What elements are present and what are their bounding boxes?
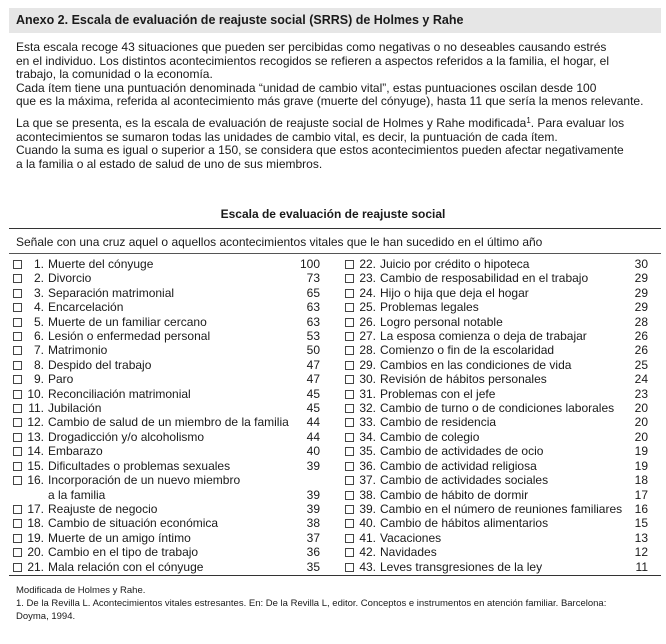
scale-item bbox=[345, 459, 648, 473]
scale-item bbox=[345, 300, 648, 314]
item-score: 37 bbox=[306, 530, 320, 545]
item-label: Mala relación con el cónyuge bbox=[48, 559, 204, 574]
item-number: 24. bbox=[359, 285, 376, 300]
scale-item bbox=[345, 387, 648, 401]
item-checkbox[interactable] bbox=[345, 491, 354, 500]
scale-item bbox=[345, 372, 648, 386]
item-label: Cambio de hábitos alimentarios bbox=[380, 516, 549, 531]
item-label: Embarazo bbox=[48, 444, 103, 459]
scale-item bbox=[345, 473, 648, 487]
item-score: 16 bbox=[634, 501, 648, 516]
item-number: 33. bbox=[359, 415, 376, 430]
scale-item bbox=[13, 315, 320, 329]
item-score: 19 bbox=[634, 444, 648, 459]
item-score: 24 bbox=[634, 372, 648, 387]
item-number: 18. bbox=[27, 516, 44, 531]
footnote-reference: 1. De la Revilla L. Acontecimientos vitales estresantes. En: De la Revilla L, editor. Conceptos e instrumentos en atención familiar. Barcelona: bbox=[16, 598, 607, 609]
item-label: Cambio de salud de un miembro de la familia bbox=[48, 415, 289, 430]
item-checkbox[interactable] bbox=[13, 289, 22, 298]
item-checkbox[interactable] bbox=[13, 433, 22, 442]
item-number: 15. bbox=[27, 458, 44, 473]
item-checkbox[interactable] bbox=[13, 404, 22, 413]
item-label: Cambio de turno o de condiciones laborales bbox=[380, 401, 615, 416]
item-score: 13 bbox=[634, 530, 648, 545]
item-score: 23 bbox=[634, 386, 648, 401]
item-checkbox[interactable] bbox=[345, 303, 354, 312]
item-score: 29 bbox=[634, 300, 648, 315]
item-number: 29. bbox=[359, 357, 376, 372]
item-label: Hijo o hija que deja el hogar bbox=[380, 285, 529, 300]
intro-text bbox=[16, 41, 656, 171]
item-score: 39 bbox=[306, 487, 320, 502]
item-label: Lesión o enfermedad personal bbox=[48, 329, 211, 344]
item-score: 38 bbox=[306, 516, 320, 531]
item-number: 1. bbox=[33, 257, 44, 271]
footnote-reference-cont: Doyma, 1994. bbox=[16, 611, 76, 622]
item-label: La esposa comienza o deja de trabajar bbox=[380, 329, 587, 344]
item-number: 42. bbox=[359, 545, 376, 560]
item-number: 7. bbox=[33, 343, 44, 358]
item-number: 17. bbox=[27, 501, 44, 516]
item-score: 50 bbox=[306, 343, 320, 358]
item-score: 19 bbox=[634, 458, 648, 473]
item-checkbox[interactable] bbox=[13, 303, 22, 312]
item-checkbox[interactable] bbox=[345, 404, 354, 413]
item-label: Reajuste de negocio bbox=[48, 501, 158, 516]
scale-item bbox=[345, 329, 648, 343]
item-number: 37. bbox=[359, 473, 376, 488]
item-checkbox[interactable] bbox=[345, 462, 354, 471]
intro-paragraph-2-start: La que se presenta, es la escala de evaluación de reajuste social de Holmes y Rahe modificada bbox=[16, 115, 527, 130]
item-score: 47 bbox=[306, 372, 320, 387]
scale-item bbox=[13, 444, 320, 458]
item-label: Cambio de actividad religiosa bbox=[380, 458, 537, 473]
table-instruction: Señale con una cruz aquel o aquellos acontecimientos vitales que le han sucedido en el último año bbox=[16, 235, 543, 249]
scale-item bbox=[13, 300, 320, 314]
item-number: 6. bbox=[33, 329, 44, 344]
scale-item bbox=[13, 358, 320, 372]
item-label: Logro personal notable bbox=[380, 314, 503, 329]
items-column-right bbox=[345, 257, 648, 574]
item-checkbox[interactable] bbox=[13, 332, 22, 341]
item-score: 63 bbox=[306, 314, 320, 329]
item-score: 44 bbox=[306, 429, 320, 444]
scale-item bbox=[13, 502, 320, 516]
item-label: Paro bbox=[48, 372, 74, 387]
item-score: 17 bbox=[634, 487, 648, 502]
item-checkbox[interactable] bbox=[13, 462, 22, 471]
item-label: Vacaciones bbox=[380, 530, 442, 545]
scale-item bbox=[13, 516, 320, 530]
item-checkbox[interactable] bbox=[345, 534, 354, 543]
item-score: 65 bbox=[306, 285, 320, 300]
item-number: 23. bbox=[359, 271, 376, 286]
scale-item bbox=[13, 531, 320, 545]
item-number: 5. bbox=[33, 314, 44, 329]
item-checkbox[interactable] bbox=[13, 274, 22, 283]
item-number: 8. bbox=[33, 357, 44, 372]
item-checkbox[interactable] bbox=[13, 534, 22, 543]
item-label: Muerte del cónyuge bbox=[48, 257, 154, 271]
scale-item bbox=[345, 545, 648, 559]
item-score: 11 bbox=[635, 559, 648, 574]
item-score: 25 bbox=[634, 357, 648, 372]
item-score: 20 bbox=[634, 415, 648, 430]
item-checkbox[interactable] bbox=[13, 361, 22, 370]
item-score: 39 bbox=[306, 458, 320, 473]
item-label: Separación matrimonial bbox=[48, 285, 175, 300]
item-label: Leves transgresiones de la ley bbox=[380, 559, 543, 574]
scale-item bbox=[345, 560, 648, 574]
item-score: 18 bbox=[634, 473, 648, 488]
scale-item bbox=[13, 387, 320, 401]
scale-item bbox=[345, 430, 648, 444]
item-number: 32. bbox=[359, 401, 376, 416]
item-number: 34. bbox=[359, 429, 376, 444]
scale-item bbox=[345, 271, 648, 285]
item-label: Muerte de un amigo íntimo bbox=[48, 530, 191, 545]
scale-item bbox=[345, 343, 648, 357]
item-label: Cambio de resposabilidad en el trabajo bbox=[380, 271, 589, 286]
item-number: 19. bbox=[27, 530, 44, 545]
item-checkbox[interactable] bbox=[13, 390, 22, 399]
item-label: Muerte de un familiar cercano bbox=[48, 314, 207, 329]
item-checkbox[interactable] bbox=[345, 346, 354, 355]
annex-title: Anexo 2. Escala de evaluación de reajuste social (SRRS) de Holmes y Rahe bbox=[9, 8, 661, 33]
item-number: 3. bbox=[33, 285, 44, 300]
item-score: 40 bbox=[306, 444, 320, 459]
item-label: Comienzo o fin de la escolaridad bbox=[380, 343, 555, 358]
item-label: Cambio en el número de reuniones familiares bbox=[380, 501, 622, 516]
item-number: 35. bbox=[359, 444, 376, 459]
scale-item bbox=[345, 531, 648, 545]
scale-item bbox=[345, 444, 648, 458]
item-score: 20 bbox=[634, 401, 648, 416]
item-score: 20 bbox=[634, 429, 648, 444]
item-score: 100 bbox=[299, 257, 320, 271]
item-label: a la familia bbox=[48, 487, 106, 502]
item-checkbox[interactable] bbox=[345, 332, 354, 341]
item-label: Cambio de actividades sociales bbox=[380, 473, 549, 488]
scale-item bbox=[13, 271, 320, 285]
item-checkbox[interactable] bbox=[345, 505, 354, 514]
item-checkbox[interactable] bbox=[345, 375, 354, 384]
item-score: 29 bbox=[634, 271, 648, 286]
item-checkbox[interactable] bbox=[345, 361, 354, 370]
item-label: Cambios en las condiciones de vida bbox=[380, 357, 572, 372]
item-label: Cambio de residencia bbox=[380, 415, 497, 430]
item-checkbox[interactable] bbox=[345, 260, 354, 269]
table-title: Escala de evaluación de reajuste social bbox=[220, 207, 446, 221]
scale-item bbox=[345, 401, 648, 415]
item-number: 10. bbox=[27, 386, 44, 401]
item-number: 16. bbox=[27, 473, 44, 488]
item-checkbox[interactable] bbox=[345, 390, 354, 399]
item-score: 39 bbox=[306, 501, 320, 516]
item-label: Juicio por crédito o hipoteca bbox=[380, 257, 530, 271]
item-number: 14. bbox=[27, 444, 44, 459]
item-checkbox[interactable] bbox=[345, 548, 354, 557]
table-divider bbox=[9, 253, 661, 254]
item-number: 40. bbox=[359, 516, 376, 531]
item-checkbox[interactable] bbox=[13, 505, 22, 514]
scale-item bbox=[13, 401, 320, 415]
scale-item bbox=[13, 415, 320, 429]
item-checkbox[interactable] bbox=[13, 318, 22, 327]
item-score: 45 bbox=[306, 386, 320, 401]
scale-item bbox=[345, 415, 648, 429]
item-number: 9. bbox=[33, 372, 44, 387]
scale-item bbox=[345, 286, 648, 300]
item-label: Matrimonio bbox=[48, 343, 108, 358]
item-label: Problemas legales bbox=[380, 300, 479, 315]
item-label: Revisión de hábitos personales bbox=[380, 372, 547, 387]
item-number: 4. bbox=[33, 300, 44, 315]
item-label: Cambio de situación económica bbox=[48, 516, 219, 531]
item-checkbox[interactable] bbox=[13, 260, 22, 269]
item-label: Dificultades o problemas sexuales bbox=[48, 458, 231, 473]
scale-item bbox=[13, 430, 320, 444]
item-label: Encarcelación bbox=[48, 300, 124, 315]
scale-item bbox=[13, 459, 320, 473]
item-number: 2. bbox=[33, 271, 44, 286]
item-checkbox[interactable] bbox=[345, 447, 354, 456]
item-label: Cambio de hábito de dormir bbox=[380, 487, 529, 502]
item-checkbox[interactable] bbox=[345, 563, 354, 572]
item-score: 30 bbox=[634, 257, 648, 271]
item-score: 47 bbox=[306, 357, 320, 372]
item-number: 30. bbox=[359, 372, 376, 387]
scale-item bbox=[345, 315, 648, 329]
footnotes bbox=[16, 584, 606, 623]
scale-item bbox=[345, 516, 648, 530]
scale-item bbox=[13, 257, 320, 271]
intro-paragraph-2 bbox=[16, 117, 656, 171]
item-checkbox[interactable] bbox=[345, 476, 354, 485]
scale-item bbox=[345, 257, 648, 271]
item-number: 27. bbox=[359, 329, 376, 344]
item-checkbox[interactable] bbox=[13, 548, 22, 557]
scale-item bbox=[13, 545, 320, 559]
item-number: 38. bbox=[359, 487, 376, 502]
item-label: Cambio en el tipo de trabajo bbox=[48, 545, 199, 560]
item-number: 43. bbox=[359, 559, 376, 574]
checkbox-spacer bbox=[13, 491, 22, 500]
item-label: Drogadicción y/o alcoholismo bbox=[48, 429, 205, 444]
item-score: 36 bbox=[306, 545, 320, 560]
item-number: 12. bbox=[27, 415, 44, 430]
scale-item bbox=[345, 502, 648, 516]
item-score: 28 bbox=[634, 314, 648, 329]
item-number: 25. bbox=[359, 300, 376, 315]
item-score: 26 bbox=[634, 343, 648, 358]
item-number: 22. bbox=[359, 257, 376, 271]
scale-item bbox=[345, 358, 648, 372]
item-score: 15 bbox=[634, 516, 648, 531]
scale-item bbox=[13, 372, 320, 386]
item-checkbox[interactable] bbox=[13, 519, 22, 528]
item-checkbox[interactable] bbox=[345, 418, 354, 427]
item-checkbox[interactable] bbox=[345, 274, 354, 283]
item-score: 63 bbox=[306, 300, 320, 315]
item-number: 13. bbox=[27, 429, 44, 444]
scale-item bbox=[13, 473, 320, 487]
item-label: Incorporación de un nuevo miembro bbox=[48, 473, 241, 488]
item-number: 20. bbox=[27, 545, 44, 560]
item-number: 21. bbox=[27, 559, 44, 574]
item-checkbox[interactable] bbox=[13, 418, 22, 427]
item-score: 29 bbox=[634, 285, 648, 300]
scale-item bbox=[13, 329, 320, 343]
item-score: 12 bbox=[634, 545, 648, 560]
item-number: 41. bbox=[359, 530, 376, 545]
item-number: 26. bbox=[359, 314, 376, 329]
item-score: 45 bbox=[306, 401, 320, 416]
item-label: Despido del trabajo bbox=[48, 357, 152, 372]
scale-item bbox=[13, 286, 320, 300]
intro-paragraph-2-end: . Para evaluar los acontecimientos se sumaron todas las unidades de cambio vital, es decir, la puntuación de cada ítem. Cuando la suma es igual o superior a 150, se considera que estos acontecimientos pueden afectar negativamente a la familia o al estado de salud de uno de sus miembros. bbox=[16, 115, 625, 171]
item-checkbox[interactable] bbox=[13, 447, 22, 456]
item-number: 28. bbox=[359, 343, 376, 358]
item-checkbox[interactable] bbox=[13, 346, 22, 355]
scale-item bbox=[13, 488, 320, 502]
intro-paragraph-1: Esta escala recoge 43 situaciones que pueden ser percibidas como negativas o no deseables causando estrés en el individuo. Los distintos acontecimientos recogidos se refieren a aspectos referidos a la familia, el hogar, el trabajo, la comunidad o la economía. Cada ítem tiene una puntuación denominada “unidad de cambio vital”, estas puntuaciones oscilan desde 100 que es la máxima, referida al acontecimiento más grave (muerte del cónyuge), hasta 11 que sería la menos relevante. bbox=[16, 40, 644, 109]
item-checkbox[interactable] bbox=[345, 433, 354, 442]
item-checkbox[interactable] bbox=[345, 519, 354, 528]
item-label: Divorcio bbox=[48, 271, 92, 286]
item-number: 36. bbox=[359, 458, 376, 473]
item-checkbox[interactable] bbox=[13, 476, 22, 485]
item-checkbox[interactable] bbox=[345, 289, 354, 298]
item-checkbox[interactable] bbox=[13, 563, 22, 572]
item-score: 35 bbox=[306, 559, 320, 574]
item-label: Reconciliación matrimonial bbox=[48, 386, 191, 401]
item-label: Navidades bbox=[380, 545, 437, 560]
scale-item bbox=[345, 488, 648, 502]
item-label: Jubilación bbox=[48, 401, 102, 416]
item-score: 26 bbox=[634, 329, 648, 344]
item-checkbox[interactable] bbox=[13, 375, 22, 384]
scale-item bbox=[13, 560, 320, 574]
scale-item bbox=[13, 343, 320, 357]
item-label: Cambio de actividades de ocio bbox=[380, 444, 544, 459]
item-number: 31. bbox=[359, 386, 376, 401]
item-score: 73 bbox=[306, 271, 320, 286]
item-score: 44 bbox=[306, 415, 320, 430]
item-number: 39. bbox=[359, 501, 376, 516]
items-column-left bbox=[13, 257, 320, 574]
item-score: 53 bbox=[306, 329, 320, 344]
reference-superscript: 1 bbox=[526, 115, 531, 125]
item-checkbox[interactable] bbox=[345, 318, 354, 327]
footnote-source: Modificada de Holmes y Rahe. bbox=[16, 585, 146, 596]
item-label: Cambio de colegio bbox=[380, 429, 480, 444]
item-number: 11. bbox=[28, 401, 44, 416]
item-label: Problemas con el jefe bbox=[380, 386, 496, 401]
